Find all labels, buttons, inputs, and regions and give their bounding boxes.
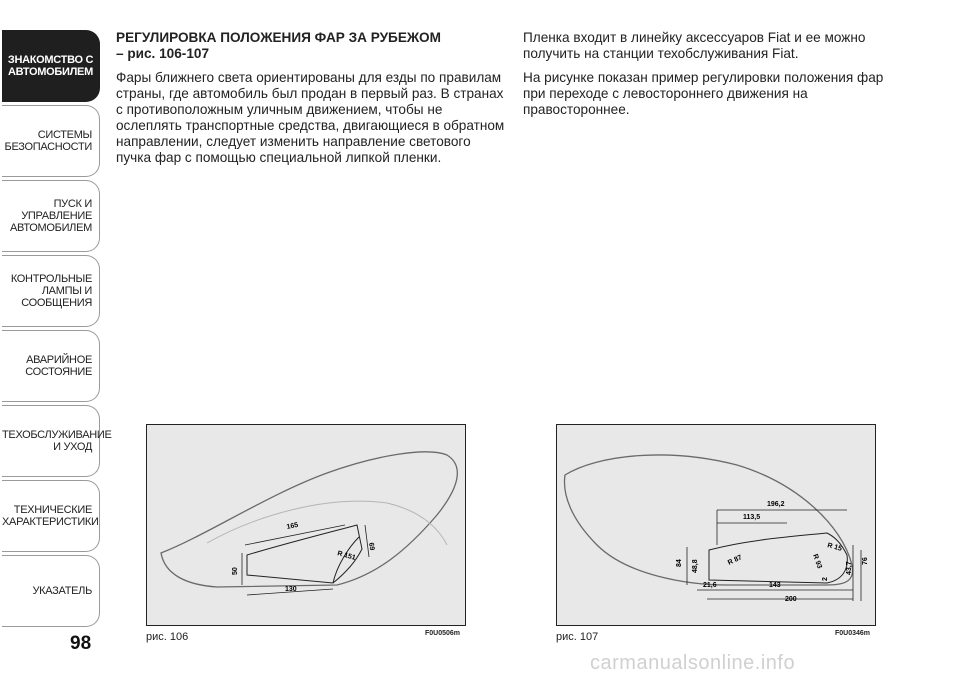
- dim-48-8: 48,8: [692, 559, 699, 573]
- tab-label: ТЕХОБСЛУЖИВАНИЕ: [2, 429, 112, 441]
- tab-label: УКАЗАТЕЛЬ: [32, 585, 92, 597]
- dim-143: 143: [769, 582, 781, 589]
- tab-warning-lights[interactable]: [2, 255, 100, 327]
- dim-76: 76: [862, 557, 869, 565]
- tab-specs[interactable]: [2, 480, 100, 552]
- dim-130: 130: [285, 586, 297, 593]
- tab-safety[interactable]: [2, 105, 100, 177]
- figure-107: [556, 424, 876, 626]
- tab-label: ЗНАКОМСТВО С: [7, 54, 94, 66]
- figure-107-code: F0U0346m: [835, 630, 871, 637]
- watermark: carmanualsonline.info: [590, 652, 796, 674]
- tab-label: АВТОМОБИЛЕМ: [10, 222, 92, 234]
- section-title-line: РЕГУЛИРОВКА ПОЛОЖЕНИЯ ФАР ЗА РУБЕЖОМ: [116, 30, 441, 45]
- tab-label: ЛАМПЫ И: [41, 285, 92, 297]
- tab-label: ХАРАКТЕРИСТИКИ: [2, 516, 99, 528]
- body-paragraph: На рисунке показан пример регулировки положения фар при переходе с левостороннего движения на правостороннее.: [523, 70, 884, 117]
- section-title-line: – рис. 106-107: [116, 46, 209, 61]
- tab-label: АВАРИЙНОЕ: [26, 354, 92, 366]
- figure-106: [146, 424, 466, 626]
- body-paragraph: Фары ближнего света ориентированы для езды по правилам страны, где автомобиль был продан в первый раз. В странах с противоположным уличным движением, чтобы не ослеплять транспортные средства, двигающиеся в обратном направлении, следует изменить направление светового пучка фар с помощью специальной липкой пленки.: [116, 70, 505, 165]
- radius-87: R 87: [726, 554, 744, 567]
- tab-label: БЕЗОПАСНОСТИ: [4, 141, 92, 153]
- page-number: 98: [70, 633, 92, 654]
- tab-maintenance[interactable]: [2, 405, 112, 477]
- section-title: [116, 30, 508, 62]
- figure-106-code: F0U0506m: [425, 630, 461, 637]
- tab-label: СИСТЕМЫ: [37, 129, 92, 141]
- dim-43-7: 43,7: [846, 561, 853, 575]
- radius-93: R 93: [811, 553, 823, 570]
- chapter-sidebar: [0, 0, 112, 677]
- figure-107-caption: рис. 107: [556, 631, 599, 643]
- headlight-film-diagram-107: [557, 425, 875, 625]
- dim-2: 2: [822, 577, 829, 581]
- dim-113-5: 113,5: [743, 514, 761, 521]
- dim-50: 50: [232, 567, 239, 575]
- tab-driving[interactable]: [2, 180, 100, 252]
- tab-index[interactable]: [2, 555, 100, 627]
- tab-label: СОСТОЯНИЕ: [25, 366, 92, 378]
- right-column: [523, 30, 908, 126]
- body-paragraph: Пленка входит в линейку аксессуаров Fiat и ее можно получить на станции техобслуживания Fiat.: [523, 30, 866, 61]
- dim-165: 165: [286, 521, 299, 531]
- tab-intro[interactable]: [2, 30, 100, 102]
- tab-label: ПУСК И УПРАВЛЕНИЕ: [21, 198, 92, 222]
- radius-15: R 15: [826, 542, 843, 553]
- dim-84: 84: [676, 559, 683, 567]
- dim-21-6: 21,6: [703, 582, 717, 589]
- dim-200: 200: [785, 596, 797, 603]
- figure-106-caption: рис. 106: [146, 631, 189, 643]
- tab-label: АВТОМОБИЛЕМ: [8, 66, 93, 78]
- tab-label: И УХОД: [53, 441, 92, 453]
- dim-196-2: 196,2: [767, 501, 785, 508]
- dim-69: 69: [367, 542, 376, 552]
- tab-label: КОНТРОЛЬНЫЕ: [10, 273, 92, 285]
- radius-151: R 151: [336, 550, 357, 562]
- left-column: [116, 30, 508, 174]
- headlight-film-diagram-106: [147, 425, 465, 625]
- tab-label: ТЕХНИЧЕСКИЕ: [13, 504, 92, 516]
- tab-emergency[interactable]: [2, 330, 100, 402]
- tab-label: СООБЩЕНИЯ: [21, 297, 92, 309]
